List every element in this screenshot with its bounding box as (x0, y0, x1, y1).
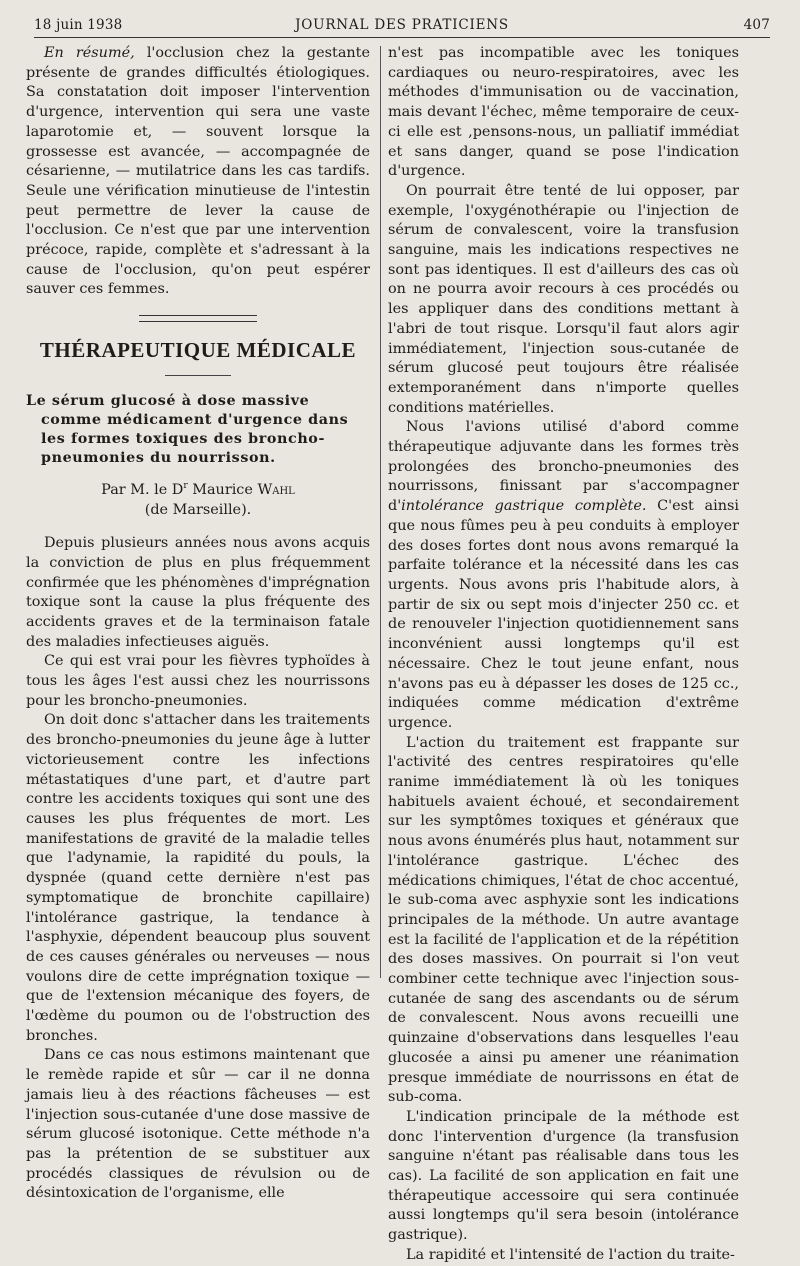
section-title: THÉRAPEUTIQUE MÉDICALE (39, 338, 357, 363)
body-paragraph: On pourrait être tenté de lui opposer, par exemple, l'oxygénothérapie ou l'injection de sérum de convalescent, voire la transfusion sanguine, mais les indications respectives ne sont pas identiques. Il est d'ailleurs des cas où on ne pourra avoir recours à ces procédés ou les appliquer dans des conditions mettant à l'abri de tout risque. Lorsqu'il faut alors agir immédiatement, l'injection sous-cutanée de sérum glucosé peut toujours être réalisée extemporanément dans n'importe quelles conditions matérielles. (388, 182, 739, 416)
title-rule (165, 375, 231, 376)
article-title: Le sérum glucosé à dose massive comme médicament d'urgence dans les formes toxiques des broncho-pneumonies du nourrisson. (26, 393, 349, 467)
body-paragraph: Depuis plusieurs années nous avons acquis la conviction de plus en plus fréquemment confirmée que les phénomènes d'imprégnation toxique sont la cause la plus fréquente des accidents graves et de la terminaison fatale des maladies infectieuses aiguës. (26, 535, 370, 650)
body-paragraph: L'indication principale de la méthode est donc l'intervention d'urgence (la transfusion sanguine n'étant pas réalisable dans tous les cas). La facilité de son application en fait une thérapeutique accessoire qui sera continuée aussi longtemps qu'il sera besoin (intolérance gastrique). (388, 1108, 739, 1244)
author-line: Par M. le $D^r$ Maurice Wahl (101, 481, 295, 499)
resume-paragraph (26, 44, 370, 300)
page-number: 407 (743, 17, 770, 33)
header-rule (34, 37, 770, 38)
italic-emphasis: intolérance gastrique complète. (401, 498, 647, 515)
running-header (34, 12, 770, 38)
body-paragraph: On doit donc s'attacher dans les traitements des broncho-pneumonies du jeune âge à lutter victorieusement contre les infections métastatiques d'une part, et d'autre part contre les accidents toxiques qui sont une des causes les plus fréquentes de mort. Les manifestations de gravité de la maladie telles que l'adynamie, la rapidité du pouls, la dyspnée (quand cette dernière n'est pas symptomatique de bronchite capillaire) l'intolérance gastrique, la tendance à l'asphyxie, dépendent beaucoup plus souvent de ces causes générales ou nerveuses — nous voulons dire de cette imprégnation toxique — que de l'extension mécanique des foyers, de l'œdème du poumon ou de l'obstruction des bronches. (26, 712, 370, 1044)
right-column (388, 44, 739, 1266)
resume-lead: En résumé, (44, 45, 135, 61)
body-paragraph: La rapidité et l'intensité de l'action du traite- (406, 1246, 735, 1263)
body-paragraph: L'action du traitement est frappante sur l'activité des centres respiratoires qu'elle ranime immédiatement là où les toniques habituels avaient échoué, et secondairement sur les symptômes toxiques et généraux que nous avons énumérés plus haut, notamment sur l'intolérance gastrique. L'échec des médications chimiques, l'état de choc accentué, le sub-coma avec asphyxie sont les indications principales de la méthode. Un autre avantage est la facilité de l'application et de la répétition des doses massives. On pourrait si l'on veut combiner cette technique avec l'injection sous-cutanée de sang des ascendants ou de sérum de convalescent. Nous avons recueilli une quinzaine d'observations dans lesquelles l'eau glucosée a ainsi pu amener une réanimation presque immédiate de nourrissons en état de sub-coma. (388, 734, 739, 1106)
author-affiliation: (de Marseille). (144, 502, 252, 519)
body-paragraph: n'est pas incompatible avec les toniques cardiaques ou neuro-respiratoires, avec les méthodes d'immunisation ou de vaccination, mais devant l'échec, même temporaire de ceux-ci elle est ,pensons-nous, un palliatif immédiat et sans danger, quand se pose l'indication d'urgence. (388, 45, 739, 180)
section-divider (139, 315, 257, 322)
body-paragraph: Ce qui est vrai pour les fièvres typhoïdes à tous les âges l'est aussi chez les nourrissons pour les broncho-pneumonies. (26, 653, 370, 709)
body-paragraph: Nous l'avions utilisé d'abord comme thérapeutique adjuvante dans les formes très prolongées des broncho-pneumonies des nourrissons, finissant par s'accompagner d'intolérance gastrique complète. C'est ainsi que nous fûmes peu à peu conduits à employer des doses fortes dont nous avons remarqué la parfaite tolérance et la nécessité dans les cas urgents. Nous avons pris l'habitude alors, à partir de six ou sept mois d'injecter 250 cc. et de renouveler l'injection quotidiennement sans inconvénient aussi longtemps qu'il est nécessaire. Chez le tout jeune enfant, nous n'avons pas eu à dépasser les doses de 125 cc., indiquées comme médication d'extrême urgence. (388, 419, 739, 731)
body-paragraph: Dans ce cas nous estimons maintenant que le remède rapide et sûr — car il ne donna jamais lieu à des réactions fâcheuses — est l'injection sous-cutanée d'une dose massive de sérum glucosé isotonique. Cette méthode n'a pas la prétention de se substituer aux procédés classiques de révulsion ou de désintoxication de l'organisme, elle (26, 1047, 370, 1202)
resume-text: l'occlusion chez la gestante présente de grandes difficultés étiologiques. Sa constatation doit imposer l'intervention d'urgence, intervention qui sera une vaste laparotomie et, — souvent lorsque la grossesse est avancée, — accompagnée de césarienne, — mutilatrice dans les cas tardifs. Seule une vérification minutieuse de l'intestin peut permettre de lever la cause de l'occlusion. Ce n'est que par une intervention précoce, rapide, complète et s'adressant à la cause de l'occlusion, qu'on peut espérer sauver ces femmes. (26, 45, 370, 298)
journal-title: JOURNAL DES PRATICIENS (295, 17, 509, 33)
issue-date: 18 juin 1938 (34, 17, 123, 33)
left-column (26, 44, 370, 1204)
author-surname: Wahl (257, 482, 295, 499)
byline (26, 480, 370, 520)
column-divider (380, 46, 381, 978)
